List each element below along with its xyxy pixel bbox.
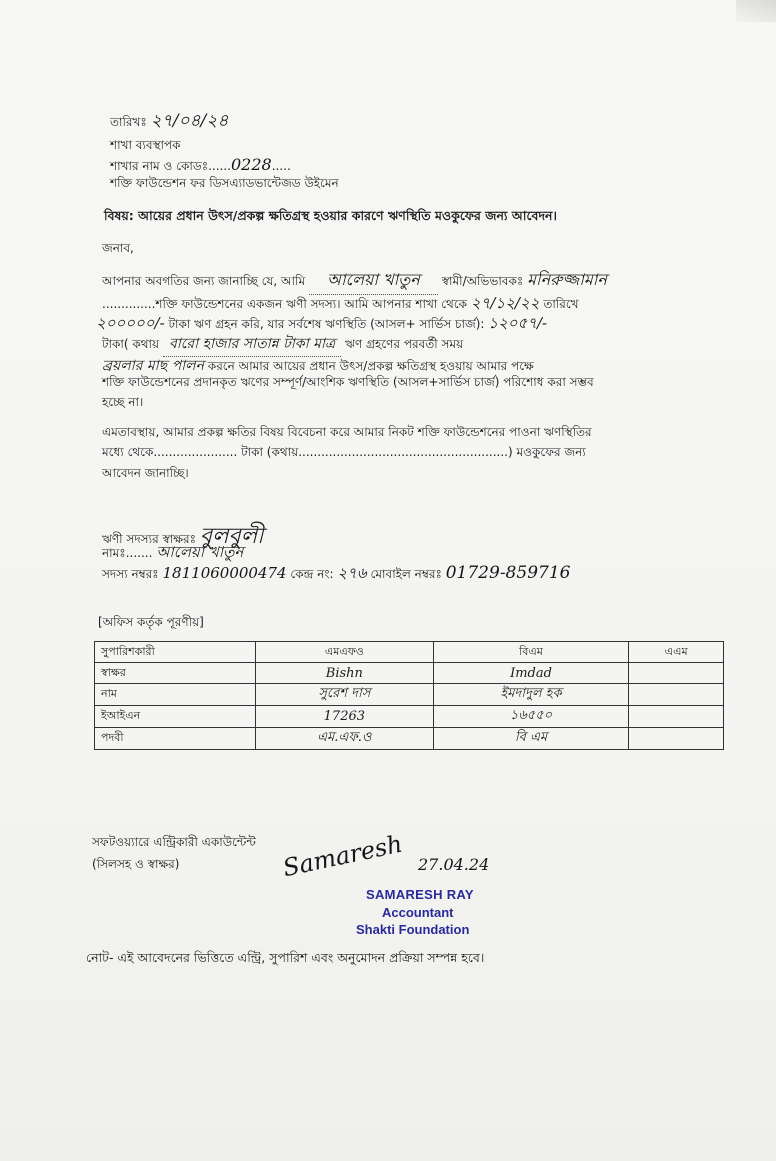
guardian-name: মনিরুজ্জামান bbox=[527, 270, 607, 289]
subject-line: বিষয়: আয়ের প্রধান উৎস/প্রকল্প ক্ষতিগ্রস্থ হওয়ার কারণে ঋণস্থিতি মওকুফের জন্য আবেদন। bbox=[104, 208, 557, 223]
date-line bbox=[110, 108, 228, 136]
para1-text: তারিখে bbox=[543, 297, 579, 311]
loan-date: ২৭/১২/২২ bbox=[470, 294, 540, 312]
office-table bbox=[94, 641, 724, 750]
mfo-ein: 17263 bbox=[256, 706, 434, 728]
member-number-label: সদস্য নম্বরঃ bbox=[102, 567, 159, 581]
center-label: কেন্দ্র নং: bbox=[290, 567, 334, 581]
bm-ein: ১৬৫৫০ bbox=[433, 706, 629, 728]
loss-cause: ব্রয়লার মাছ পালন bbox=[102, 358, 204, 374]
para1-line1 bbox=[102, 267, 607, 295]
accountant-label-sub: (সিলসহ ও স্বাক্ষর) bbox=[92, 857, 180, 871]
mfo-designation: এম.এফ.ও bbox=[256, 728, 434, 750]
stamp-title: Accountant bbox=[382, 905, 454, 920]
signature-label: ঋণী সদস্যর স্বাক্ষরঃ bbox=[102, 532, 196, 546]
loan-balance: ১২০৫৭/- bbox=[488, 314, 548, 332]
bm-signature: Imdad bbox=[433, 663, 629, 684]
header-cell: এএম bbox=[629, 642, 724, 663]
mfo-name: সুরেশ দাস bbox=[256, 684, 434, 706]
am-cell bbox=[629, 706, 724, 728]
branch-line: শাখার নাম ও কোডঃ......0228..... bbox=[110, 155, 291, 174]
office-heading: [অফিস কর্তৃক পূরণীয়] bbox=[98, 615, 204, 629]
mobile-number: 01729-859716 bbox=[445, 563, 571, 583]
header-cell: বিএম bbox=[433, 642, 629, 663]
row-label: পদবী bbox=[95, 728, 256, 750]
table-row bbox=[95, 728, 724, 750]
mobile-label: মোবাইল নম্বরঃ bbox=[370, 567, 442, 581]
stamp-name: SAMARESH RAY bbox=[366, 887, 474, 902]
mfo-signature: Bishn bbox=[256, 663, 434, 684]
loan-amount: ২০০০০০/- bbox=[96, 314, 165, 332]
am-cell bbox=[629, 663, 724, 684]
para2-line3: আবেদন জানাচ্ছি। bbox=[102, 466, 189, 480]
para1-text: করনে আমার আয়ের প্রধান উৎস/প্রকল্প ক্ষতিগ্রস্থ হওয়ায় আমার পক্ষে bbox=[207, 359, 534, 373]
header-cell: এমএফও bbox=[256, 642, 434, 663]
branch-code: 0228 bbox=[230, 155, 272, 174]
member-info-line bbox=[102, 562, 570, 587]
para1-text: টাকা ঋণ গ্রহন করি, যার সর্বশেষ ঋণস্থিতি (আসল+ সার্ভিস চার্জ): bbox=[168, 317, 485, 331]
table-row bbox=[95, 684, 724, 706]
row-label: নাম bbox=[95, 684, 256, 706]
para1-text: আপনার অবগতির জন্য জানাচ্ছি যে, আমি bbox=[102, 274, 306, 288]
accountant-label: সফটওয়্যারে এন্ট্রিকারী একাউন্টেন্ট bbox=[92, 835, 256, 849]
to-line: শাখা ব্যবস্থাপক bbox=[110, 138, 181, 152]
accountant-signature: Samaresh bbox=[280, 829, 405, 883]
para2-line2: মধ্যে থেকে...................... টাকা (কথায়.......................................................) মওকুফের জন্য bbox=[102, 445, 586, 459]
name-label: নামঃ....... bbox=[102, 546, 153, 560]
bm-name: ইমদাদুল হক bbox=[433, 684, 629, 706]
table-row bbox=[95, 706, 724, 728]
row-label: ইআইএন bbox=[95, 706, 256, 728]
member-signature: বুলবুলী bbox=[199, 524, 264, 549]
balance-in-words: বারো হাজার সাতান্ন টাকা মাত্র bbox=[163, 332, 341, 357]
footer-note: নোট- এই আবেদনের ভিত্তিতে এন্ট্রি, সুপারিশ এবং অনুমোদন প্রক্রিয়া সম্পন্ন হবে। bbox=[86, 950, 485, 965]
am-cell bbox=[629, 728, 724, 750]
para1-text: টাকা( কথায় bbox=[102, 337, 160, 351]
member-name: আলেয়া খাতুন bbox=[156, 543, 244, 561]
para1-line6: শক্তি ফাউন্ডেশনের প্রদানকৃত ঋণের সম্পূর্ণ/আংশিক ঋণস্থিতি (আসল+সার্ভিস চার্জ) পরিশোধ করা সম্ভব bbox=[102, 375, 594, 389]
org-line: শক্তি ফাউন্ডেশন ফর ডিসএ্যাডভান্টেজড উইমেন bbox=[110, 176, 339, 190]
para1-text: ..............শক্তি ফাউন্ডেশনের একজন ঋণী সদস্য। আমি আপনার শাখা থেকে bbox=[102, 297, 468, 311]
member-number: 1811060000474 bbox=[162, 564, 287, 582]
am-cell bbox=[629, 684, 724, 706]
applicant-name: আলেয়া খাতুন bbox=[309, 267, 438, 295]
salutation: জনাব, bbox=[102, 241, 134, 255]
branch-label: শাখার নাম ও কোডঃ...... bbox=[110, 159, 231, 173]
para1-line7: হচ্ছে না। bbox=[102, 395, 144, 409]
row-label: স্বাক্ষর bbox=[95, 663, 256, 684]
page-fold bbox=[736, 0, 776, 22]
para1-text: ঋণ গ্রহণের পরবর্তী সময় bbox=[345, 337, 464, 351]
date-value: ২৭/০৪/২৪ bbox=[150, 111, 229, 131]
bm-designation: বি এম bbox=[433, 728, 629, 750]
stamp-org: Shakti Foundation bbox=[356, 922, 470, 937]
guardian-label: স্বামী/অভিভাবকঃ bbox=[441, 274, 524, 288]
date-label: তারিখঃ bbox=[110, 115, 147, 129]
center-number: ২৭৬ bbox=[337, 564, 367, 582]
header-cell: সুপারিশকারী bbox=[95, 642, 256, 663]
table-row bbox=[95, 663, 724, 684]
accountant-date: 27.04.24 bbox=[418, 855, 490, 874]
para2-line1: এমতাবস্থায়, আমার প্রকল্প ক্ষতির বিষয় বিবেচনা করে আমার নিকট শক্তি ফাউন্ডেশনের পাওনা ঋণস্থিতির bbox=[102, 425, 592, 439]
table-header-row bbox=[95, 642, 724, 663]
